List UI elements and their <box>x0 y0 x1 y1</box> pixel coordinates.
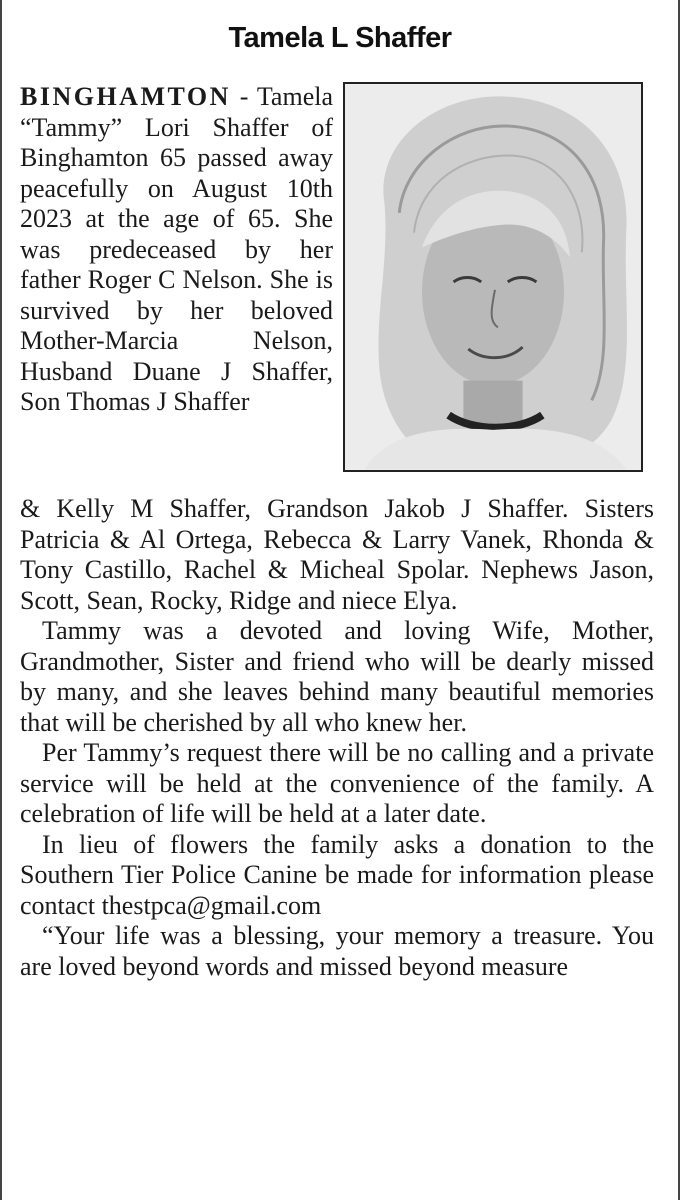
dateline-place: BINGHAMTON <box>20 82 231 111</box>
tribute-paragraph: Tammy was a devoted and loving Wife, Mother, Grandmother, Sister and friend who will be dearly missed by many, and she leaves behind many beautiful memories that will be cherished by all who knew her. <box>20 616 654 737</box>
intro-paragraph <box>20 82 333 418</box>
portrait-photo <box>343 82 643 472</box>
obituary-title: Tamela L Shaffer <box>228 22 452 54</box>
intro-continued: & Kelly M Shaffer, Grandson Jakob J Shaffer. Sisters Patricia & Al Ortega, Rebecca & Larry Vanek, Rhonda & Tony Castillo, Rachel & Micheal Spolar. Nephews Jason, Scott, Sean, Rocky, Ridge and niece Elya. <box>20 494 654 615</box>
service-paragraph: Per Tammy’s request there will be no calling and a private service will be held at the convenience of the family. A celebration of life will be held at a later date. <box>20 738 654 828</box>
intro-text: - Tamela “Tammy” Lori Shaffer of Binghamton 65 passed away peacefully on August 10th 2023 at the age of 65. She was predeceased by her father Roger C Nelson. She is survived by her beloved Mother-Marcia Nelson, Husband Duane J Shaffer, Son Thomas J Shaffer <box>20 82 333 416</box>
portrait-illustration <box>345 84 641 470</box>
intro-column <box>20 82 333 418</box>
donation-paragraph: In lieu of flowers the family asks a donation to the Southern Tier Police Canine be made for information please contact thestpca@gmail.com <box>20 829 654 920</box>
body-text <box>20 494 654 982</box>
closing-quote: “Your life was a blessing, your memory a treasure. You are loved beyond words and missed beyond measure <box>20 921 654 981</box>
